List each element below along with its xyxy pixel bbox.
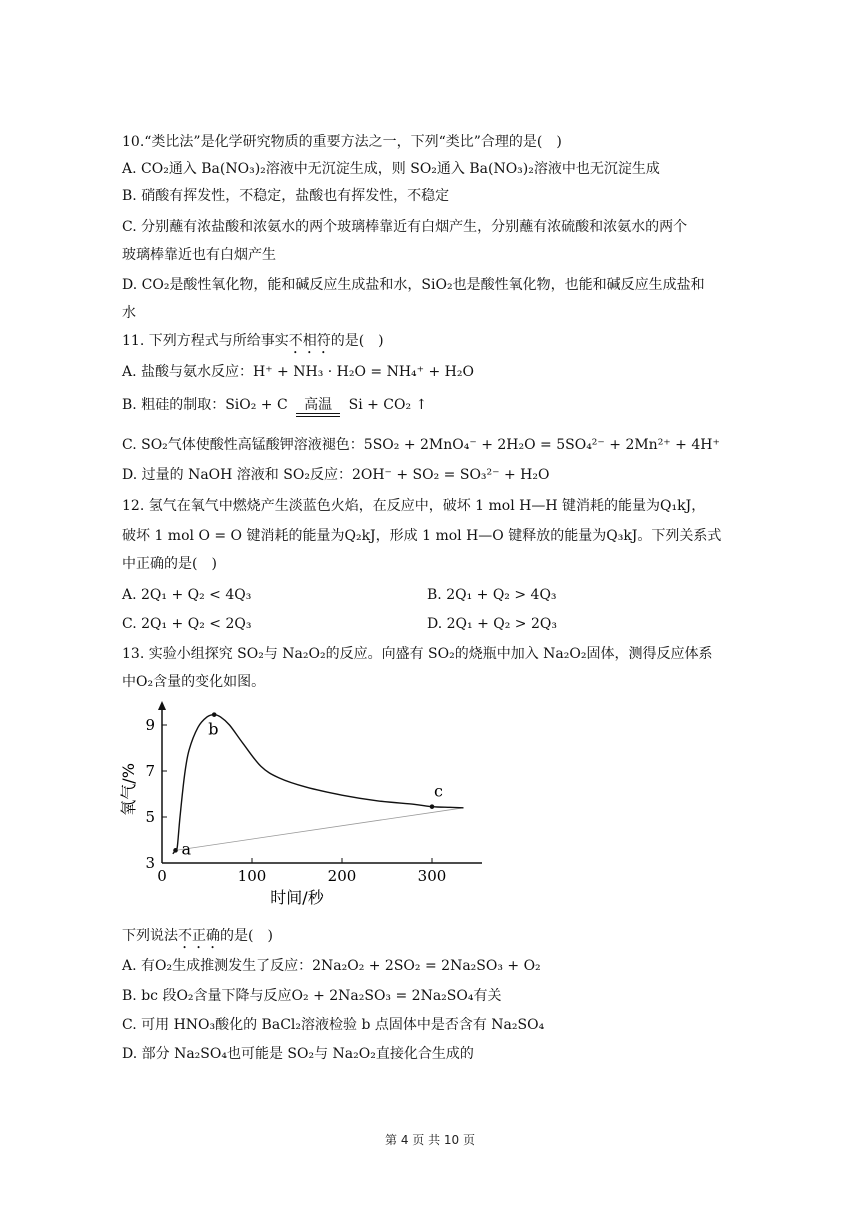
q11-stem-pre: 11. 下列方程式与所给事实	[122, 333, 289, 349]
y-tick-label: 7	[145, 762, 155, 780]
q13-option-d: D. 部分 Na₂SO₄也可能是 SO₂与 Na₂O₂直接化合生成的	[122, 1046, 474, 1062]
x-tick-label: 100	[237, 867, 267, 885]
y-tick-label: 3	[145, 854, 155, 872]
q13-stem-line1: 13. 实验小组探究 SO₂与 Na₂O₂的反应。向盛有 SO₂的烧瓶中加入 Na₂O₂固体，测得反应体系	[122, 646, 713, 662]
q10-option-a: A. CO₂通入 Ba(NO₃)₂溶液中无沉淀生成，则 SO₂通入 Ba(NO₃)₂溶液中也无沉淀生成	[122, 161, 660, 177]
y-tick-label: 5	[145, 808, 155, 826]
q13-stem-line2: 中O₂含量的变化如图。	[122, 674, 266, 690]
x-tick-label: 300	[417, 867, 447, 885]
point-c	[430, 804, 435, 809]
q11-option-d: D. 过量的 NaOH 溶液和 SO₂反应：2OH⁻ + SO₂ = SO₃²⁻ + H₂O	[122, 467, 550, 483]
equals-bar	[296, 413, 340, 417]
q12-stem-line3: 中正确的是( )	[122, 556, 217, 572]
q12-stem-line2: 破坏 1 mol O = O 键消耗的能量为Q₂kJ，形成 1 mol H—O 键释放的能量为Q₃kJ。下列关系式	[122, 528, 722, 544]
page-footer: 第 4 页 共 10 页	[385, 1133, 475, 1147]
y-axis-arrow	[158, 701, 166, 710]
q13-followup-post: 的是( )	[220, 928, 273, 944]
q13-option-b: B. bc 段O₂含量下降与反应O₂ + 2Na₂SO₃ = 2Na₂SO₄有关	[122, 988, 502, 1004]
x-tick-label: 0	[157, 867, 167, 885]
q10-option-c-line2: 玻璃棒靠近也有白烟产生	[122, 247, 276, 263]
point-label-a: a	[181, 839, 192, 859]
q12-option-d: D. 2Q₁ + Q₂ > 2Q₃	[427, 616, 557, 632]
q13-option-a: A. 有O₂生成推测发生了反应：2Na₂O₂ + 2SO₂ = 2Na₂SO₃ + O₂	[122, 958, 541, 974]
q10-option-b: B. 硝酸有挥发性，不稳定，盐酸也有挥发性，不稳定	[122, 188, 450, 204]
x-axis-label: 时间/秒	[270, 888, 324, 907]
q13-followup	[122, 927, 273, 952]
oxygen-chart	[112, 695, 482, 920]
point-label-c: c	[434, 781, 443, 801]
q11-option-b	[122, 396, 427, 417]
x-tick-label: 200	[327, 867, 357, 885]
reference-line	[176, 808, 464, 851]
reaction-condition-text: 高温	[304, 397, 333, 413]
q11-option-c: C. SO₂气体使酸性高锰酸钾溶液褪色：5SO₂ + 2MnO₄⁻ + 2H₂O = 5SO₄²⁻ + 2Mn²⁺ + 4H⁺	[122, 437, 720, 453]
q10-option-d-line1: D. CO₂是酸性氧化物，能和碱反应生成盐和水，SiO₂也是酸性氧化物，也能和碱反应生成盐和	[122, 277, 705, 293]
q13-followup-emphasis: 不正确	[178, 928, 220, 944]
point-a	[173, 848, 178, 853]
q11-option-a: A. 盐酸与氨水反应：H⁺ + NH₃ · H₂O = NH₄⁺ + H₂O	[122, 364, 474, 380]
q11-stem-post: 的是( )	[330, 333, 384, 349]
q13-followup-pre: 下列说法	[122, 928, 178, 944]
q10-stem: 10.“类比法”是化学研究物质的重要方法之一，下列“类比”合理的是( )	[122, 134, 562, 150]
q12-stem-line1: 12. 氢气在氧气中燃烧产生淡蓝色火焰，在反应中，破坏 1 mol H—H 键消耗的能量为Q₁kJ，	[122, 498, 706, 514]
point-b	[212, 712, 217, 717]
q10-option-d-line2: 水	[122, 305, 136, 321]
q11-option-b-pre: B. 粗硅的制取：SiO₂ + C	[122, 397, 288, 413]
q11-option-b-post: Si + CO₂ ↑	[348, 397, 428, 413]
y-axis-label: 氧气/%	[119, 763, 138, 816]
q11-stem	[122, 332, 384, 357]
q13-option-c: C. 可用 HNO₃酸化的 BaCl₂溶液检验 b 点固体中是否含有 Na₂SO₄	[122, 1017, 545, 1033]
q10-option-c-line1: C. 分别蘸有浓盐酸和浓氨水的两个玻璃棒靠近有白烟产生，分别蘸有浓硫酸和浓氨水的两个	[122, 219, 688, 235]
q11-stem-emphasis: 不相符	[288, 333, 331, 349]
point-label-b: b	[208, 719, 219, 739]
q12-option-a: A. 2Q₁ + Q₂ < 4Q₃	[122, 587, 252, 603]
y-tick-label: 9	[145, 716, 155, 734]
q12-option-b: B. 2Q₁ + Q₂ > 4Q₃	[427, 587, 557, 603]
q12-option-c: C. 2Q₁ + Q₂ < 2Q₃	[122, 616, 252, 632]
reaction-condition	[296, 398, 340, 417]
